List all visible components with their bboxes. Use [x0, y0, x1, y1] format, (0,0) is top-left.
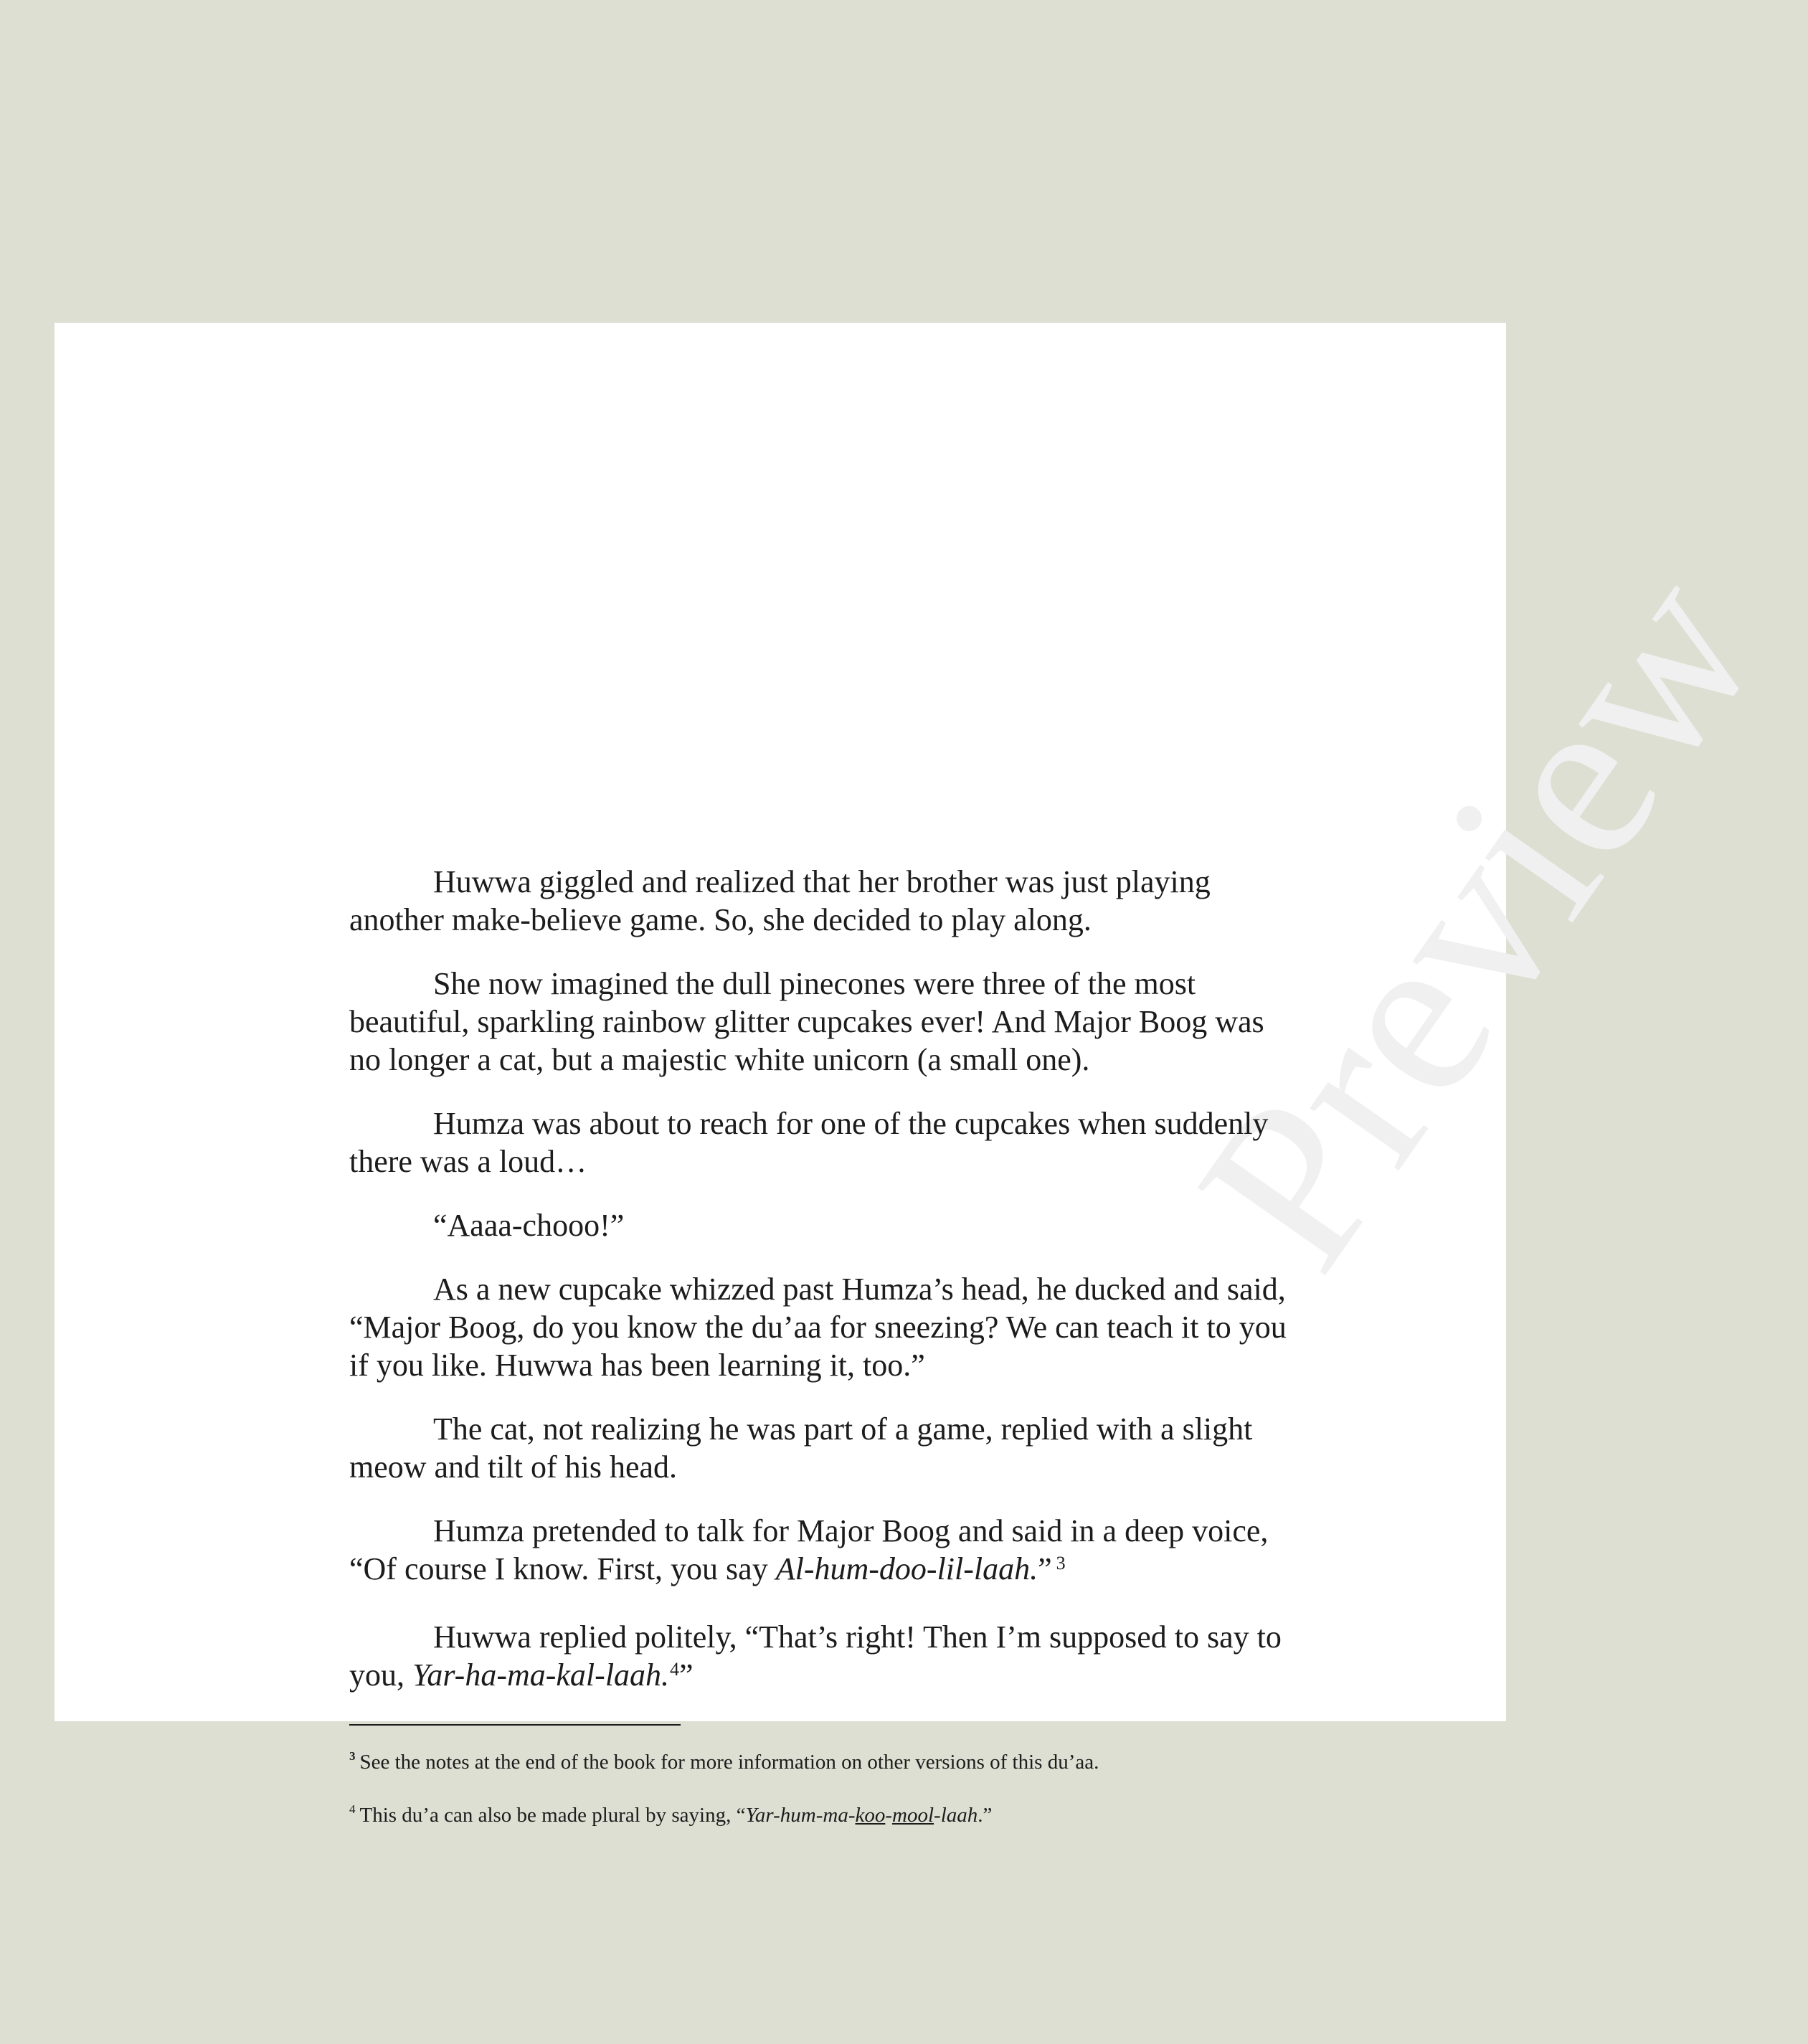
closing-quote: ”	[1038, 1551, 1052, 1586]
paragraph	[349, 1512, 1303, 1592]
footnote-number: 4	[349, 1802, 356, 1816]
footnote-reference: 3	[1056, 1553, 1066, 1574]
paragraph: Huwwa giggled and realized that her brother was just playing another make-believe game. So, she decided to play along.	[349, 864, 1211, 937]
paragraph: “Aaaa-chooo!”	[433, 1208, 625, 1243]
italic-part: -	[885, 1804, 893, 1827]
footnote-number: 3	[349, 1749, 356, 1763]
paragraph-text: Huwwa replied politely, “That’s right! Then I’m supposed to say to you,	[349, 1619, 1282, 1693]
paragraph	[349, 1618, 1303, 1698]
underlined-part: mool	[892, 1804, 934, 1827]
paragraph: She now imagined the dull pinecones were three of the most beautiful, sparkling rainbow glitter cupcakes ever! And Major Boog was no longer a cat, but a majestic white unicorn (a small one).	[349, 966, 1264, 1077]
book-page	[55, 323, 1808, 1827]
story-text	[349, 863, 1303, 1849]
underlined-part: koo	[855, 1804, 886, 1827]
preview-watermark: Preview	[1148, 526, 1808, 1312]
footnote-divider	[349, 1724, 681, 1726]
footnote-reference: 4	[670, 1659, 680, 1680]
footnote	[349, 1743, 1303, 1776]
paragraph: Humza was about to reach for one of the cupcakes when suddenly there was a loud…	[349, 1106, 1269, 1179]
footnote-text: See the notes at the end of the book for more information on other versions of this du’aa.	[359, 1751, 1099, 1774]
italic-phrase: Al-hum-doo-lil-laah.	[775, 1551, 1038, 1586]
paragraph-text: Humza pretended to talk for Major Boog and said in a deep voice, “Of course I know. First, you say	[349, 1513, 1269, 1586]
italic-phrase	[745, 1804, 978, 1827]
footnote	[349, 1796, 1303, 1829]
italic-part: Yar-hum-ma-	[745, 1804, 856, 1827]
closing-quote: ”	[679, 1657, 694, 1693]
footnote-text: This du’a can also be made plural by saying, “	[359, 1804, 746, 1827]
paragraph: As a new cupcake whizzed past Humza’s head, he ducked and said, “Major Boog, do you know the du’aa for sneezing? We can teach it to you if you like. Huwwa has been learning it, too.”	[349, 1272, 1287, 1383]
closing-quote: .”	[978, 1804, 993, 1827]
italic-phrase: Yar-ha-ma-kal-laah.	[412, 1657, 670, 1693]
italic-part: -laah	[934, 1804, 978, 1827]
paragraph: The cat, not realizing he was part of a game, replied with a slight meow and tilt of his head.	[349, 1411, 1253, 1485]
